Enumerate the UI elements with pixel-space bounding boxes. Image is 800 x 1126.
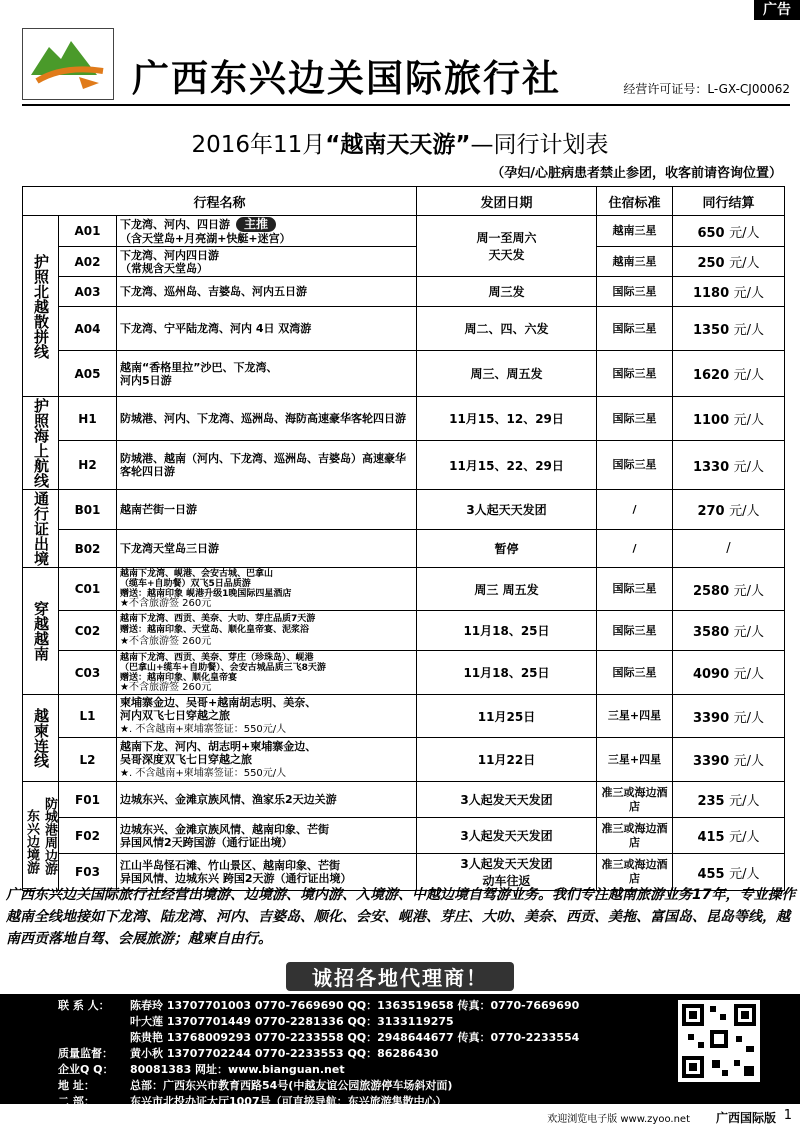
route-name: 下龙湾、河内四日游 （常规含天堂岛） — [117, 247, 417, 277]
dates: 周三 周五发 — [417, 568, 597, 611]
price: 455 元/人 — [673, 854, 785, 891]
qr-code[interactable] — [678, 1000, 760, 1082]
route-name: 越南下龙、河内、胡志明+柬埔寨金边、 吴哥深度双飞七日穿越之旅 ★. 不含越南+柬埔寨签证：550元/人 — [117, 738, 417, 782]
route-name: 柬埔寨金边、吴哥+越南胡志明、美奈、 河内双飞七日穿越之旅 ★. 不含越南+柬埔寨签证：550元/人 — [117, 695, 417, 738]
dates: 周三、周五发 — [417, 351, 597, 397]
category-b: 通行证出境 — [23, 490, 59, 568]
price: 1350 元/人 — [673, 307, 785, 351]
page-footer — [0, 1108, 800, 1125]
accommodation: 国际三星 — [597, 307, 673, 351]
dates: 11月15、12、29日 — [417, 397, 597, 441]
table-row — [23, 216, 785, 247]
dates: 11月18、25日 — [417, 611, 597, 651]
route-name: 防城港、越南（河内、下龙湾、巡洲岛、吉婆岛）高速豪华客轮四日游 — [117, 441, 417, 490]
route-code: F03 — [59, 854, 117, 891]
price: 3390 元/人 — [673, 738, 785, 782]
route-name: 越南芒街一日游 — [117, 490, 417, 530]
accommodation: 国际三星 — [597, 651, 673, 695]
route-code: A04 — [59, 307, 117, 351]
website[interactable]: 欢迎浏览电子版 www.zyoo.net — [547, 1114, 690, 1125]
route-name: 下龙湾、河内、四日游 主推 （含天堂岛+月亮湖+快艇+迷宫） — [117, 216, 417, 247]
accommodation: 越南三星 — [597, 216, 673, 247]
accommodation: 三星+四星 — [597, 738, 673, 782]
accommodation: 三星+四星 — [597, 695, 673, 738]
route-code: F01 — [59, 782, 117, 818]
price: 4090 元/人 — [673, 651, 785, 695]
dates: 11月22日 — [417, 738, 597, 782]
tour-plan-table — [22, 186, 785, 891]
dates: 周一至周六 天天发 — [417, 216, 597, 277]
table-row — [23, 818, 785, 854]
featured-badge: 主推 — [236, 217, 276, 232]
table-row — [23, 651, 785, 695]
contact-line: 叶大莲 13707701449 0770-2281336 QQ：3133119275 — [130, 1015, 454, 1028]
contact-line: 地 址： 总部：广西东兴市教育西路54号(中越友谊公园旅游停车场斜对面) — [58, 1079, 453, 1092]
dates: 暂停 — [417, 530, 597, 568]
route-name: 江山半岛怪石滩、竹山景区、越南印象、芒街 异国风情、边城东兴 跨国2天游（通行证出境） — [117, 854, 417, 891]
route-name: 越南下龙湾、岘港、会安古城、巴拿山 （缆车+自助餐）双飞5日品质游 赠送：越南印象 岘港升级1晚国际四星酒店 ★不含旅游签 260元 — [117, 568, 417, 611]
price: 1620 元/人 — [673, 351, 785, 397]
col-dates: 发团日期 — [417, 187, 597, 216]
col-price: 同行结算 — [673, 187, 785, 216]
dates: 3人起发天天发团 — [417, 782, 597, 818]
category-l: 越柬连线 — [23, 695, 59, 782]
table-row — [23, 397, 785, 441]
table-row — [23, 490, 785, 530]
dates: 周三发 — [417, 277, 597, 307]
dates: 11月18、25日 — [417, 651, 597, 695]
accommodation: 国际三星 — [597, 441, 673, 490]
category-h: 护照海上航线 — [23, 397, 59, 490]
route-code: A02 — [59, 247, 117, 277]
notice: （孕妇/心脏病患者禁止参团，收客前请咨询位置） — [491, 166, 782, 181]
route-name: 越南“香格里拉”沙巴、下龙湾、 河内5日游 — [117, 351, 417, 397]
edition-label: 广西国际版 — [715, 1111, 776, 1125]
route-code: C03 — [59, 651, 117, 695]
page-title: 2016年11月“越南天天游”—同行计划表 — [191, 132, 609, 158]
route-name: 边城东兴、金滩京族风情、越南印象、芒街 异国风情2天跨国游（通行证出境） — [117, 818, 417, 854]
recruit-banner: 诚招各地代理商！ — [0, 962, 800, 991]
route-code: L1 — [59, 695, 117, 738]
company-name: 广西东兴边关国际旅行社 — [132, 57, 561, 100]
company-logo — [22, 28, 114, 100]
table-row — [23, 568, 785, 611]
dates: 周二、四、六发 — [417, 307, 597, 351]
route-code: F02 — [59, 818, 117, 854]
price: 3390 元/人 — [673, 695, 785, 738]
route-name: 下龙湾、巡州岛、吉婆岛、河内五日游 — [117, 277, 417, 307]
price: 270 元/人 — [673, 490, 785, 530]
contact-line: 质量监督： 黄小秋 13707702244 0770-2233553 QQ：86286430 — [58, 1047, 439, 1060]
price: / — [673, 530, 785, 568]
header — [22, 22, 790, 106]
price: 1330 元/人 — [673, 441, 785, 490]
route-name: 越南下龙湾、西贡、美奈、芽庄（珍珠岛）、岘港 （巴拿山+缆车+自助餐）、会安古城品质三飞8天游 赠送：越南印象、顺化皇帝宴 ★不含旅游签 260元 — [117, 651, 417, 695]
table-row — [23, 441, 785, 490]
route-code: B02 — [59, 530, 117, 568]
route-code: B01 — [59, 490, 117, 530]
accommodation: 国际三星 — [597, 611, 673, 651]
price: 235 元/人 — [673, 782, 785, 818]
category-f1: 防城港周边游 — [42, 797, 57, 875]
route-name: 防城港、河内、下龙湾、巡洲岛、海防高速豪华客轮四日游 — [117, 397, 417, 441]
table-header-row — [23, 187, 785, 216]
route-name: 越南下龙湾、西贡、美奈、大叻、芽庄品质7天游 赠送：越南印象、天堂岛、顺化皇帝宴、泥浆浴 ★不含旅游签 260元 — [117, 611, 417, 651]
business-description: 广西东兴边关国际旅行社经营出境游、边境游、境内游、入境游、中越边境自驾游业务。我们专注越南旅游业务17年，专业操作越南全线地接如下龙湾、陆龙湾、河内、吉婆岛、顺化、会安、岘港、芽庄、大叻、美奈、西贡、美拖、富国岛、昆岛等线，越南西贡落地自驾、会展旅游；越柬自由行。 — [6, 887, 796, 947]
table-row — [23, 611, 785, 651]
col-accommodation: 住宿标准 — [597, 187, 673, 216]
dates: 11月25日 — [417, 695, 597, 738]
accommodation: 准三或海边酒店 — [597, 854, 673, 891]
accommodation: 越南三星 — [597, 247, 673, 277]
accommodation: 准三或海边酒店 — [597, 818, 673, 854]
contact-line: 二 部： 东兴市北投办证大厅1007号（可直接导航：东兴旅游集散中心） — [58, 1095, 447, 1108]
table-row — [23, 247, 785, 277]
route-name: 边城东兴、金滩京族风情、渔家乐2天边关游 — [117, 782, 417, 818]
route-name: 下龙湾、宁平陆龙湾、河内 4日 双湾游 — [117, 307, 417, 351]
accommodation: / — [597, 530, 673, 568]
table-row — [23, 307, 785, 351]
ad-tag: 广告 — [754, 0, 800, 20]
table-row — [23, 351, 785, 397]
accommodation: / — [597, 490, 673, 530]
category-a: 护照北越散拼线 — [23, 216, 59, 397]
table-row — [23, 782, 785, 818]
price: 1100 元/人 — [673, 397, 785, 441]
category-f — [23, 782, 59, 891]
accommodation: 国际三星 — [597, 397, 673, 441]
table-row — [23, 277, 785, 307]
dates: 3人起发天天发团 动车往返 — [417, 854, 597, 891]
price: 3580 元/人 — [673, 611, 785, 651]
contact-line: 联 系 人： 陈春玲 13707701003 0770-7669690 QQ：1363519658 传真：0770-7669690 — [58, 999, 580, 1012]
price: 250 元/人 — [673, 247, 785, 277]
contact-line: 陈贵艳 13768009293 0770-2233558 QQ：2948644677 传真：0770-2233554 — [130, 1031, 580, 1044]
page-number: 1 — [783, 1108, 792, 1123]
route-code: H1 — [59, 397, 117, 441]
dates: 11月15、22、29日 — [417, 441, 597, 490]
route-code: C02 — [59, 611, 117, 651]
route-code: L2 — [59, 738, 117, 782]
route-code: A03 — [59, 277, 117, 307]
accommodation: 国际三星 — [597, 351, 673, 397]
route-code: C01 — [59, 568, 117, 611]
table-row — [23, 738, 785, 782]
dates: 3人起天天发团 — [417, 490, 597, 530]
contact-panel — [0, 994, 800, 1108]
route-name: 下龙湾天堂岛三日游 — [117, 530, 417, 568]
table-row — [23, 695, 785, 738]
price: 415 元/人 — [673, 818, 785, 854]
category-c: 穿越越南 — [23, 568, 59, 695]
price: 650 元/人 — [673, 216, 785, 247]
accommodation: 国际三星 — [597, 277, 673, 307]
license-number: 经营许可证号：L-GX-CJ00062 — [623, 82, 790, 96]
dates: 3人起发天天发团 — [417, 818, 597, 854]
table-row — [23, 530, 785, 568]
price: 1180 元/人 — [673, 277, 785, 307]
route-code: H2 — [59, 441, 117, 490]
accommodation: 准三或海边酒店 — [597, 782, 673, 818]
accommodation: 国际三星 — [597, 568, 673, 611]
route-code: A01 — [59, 216, 117, 247]
price: 2580 元/人 — [673, 568, 785, 611]
contact-line: 企业Q Q： 80081383 网址：www.bianguan.net — [58, 1063, 345, 1076]
col-route: 行程名称 — [23, 187, 417, 216]
route-code: A05 — [59, 351, 117, 397]
category-f2: 东兴边境游 — [24, 808, 39, 874]
